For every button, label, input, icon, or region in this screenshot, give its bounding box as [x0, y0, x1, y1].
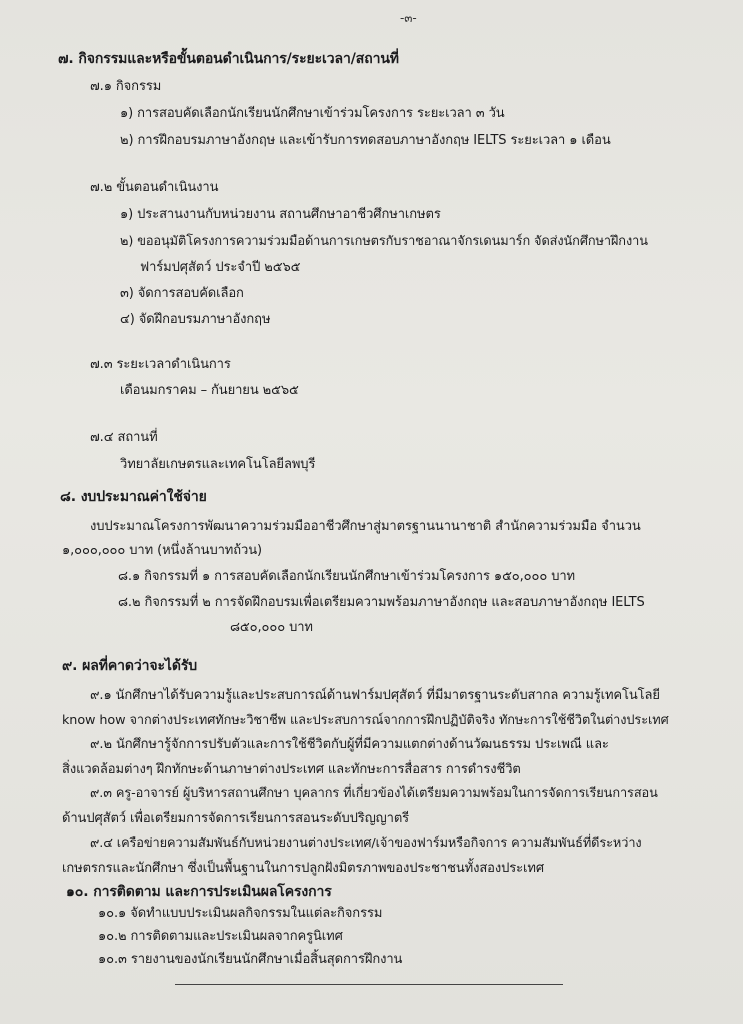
section-9-line-3: ๙.๒ นักศึกษารู้จักการปรับตัวและการใช้ชีวิตกับผู้ที่มีความแตกต่างด้านวัฒนธรรม ประเพณี และ	[90, 737, 609, 752]
section-9-line-8: เกษตรกรและนักศึกษา ซึ่งเป็นพื้นฐานในการปลูกฝังมิตรภาพของประชาชนทั้งสองประเทศ	[62, 861, 544, 876]
section-7-heading: ๗. กิจกรรมและหรือขั้นตอนดำเนินการ/ระยะเวลา/สถานที่	[58, 51, 399, 67]
section-7-3-title: ๗.๓ ระยะเวลาดำเนินการ	[90, 357, 231, 372]
section-9-line-1: ๙.๑ นักศึกษาได้รับความรู้และประสบการณ์ด้านฟาร์มปศุสัตว์ ที่มีมาตรฐานระดับสากล ความรู้เทคโนโลยี	[90, 688, 660, 703]
footer-divider	[175, 984, 563, 985]
section-9-line-4: สิ่งแวดล้อมต่างๆ ฝึกทักษะด้านภาษาต่างประเทศ และทักษะการสื่อสาร การดำรงชีวิต	[62, 762, 521, 777]
section-9-line-2: know how จากต่างประเทศทักษะวิชาชีพ และประสบการณ์จากการฝึกปฏิบัติจริง ทักษะการใช้ชีวิตในต่างประเทศ	[62, 713, 669, 728]
page-number: -๓-	[400, 11, 417, 25]
section-9-line-5: ๙.๓ ครู-อาจารย์ ผู้บริหารสถานศึกษา บุคลากร ที่เกี่ยวข้องได้เตรียมความพร้อมในการจัดการเรียนการสอน	[90, 786, 658, 801]
section-7-2-item-2: ๒) ขออนุมัติโครงการความร่วมมือด้านการเกษตรกับราชอาณาจักรเดนมาร์ก จัดส่งนักศึกษาฝึกงาน	[120, 234, 648, 249]
section-7-3-value: เดือนมกราคม – กันยายน ๒๕๖๕	[120, 383, 299, 398]
section-7-4-title: ๗.๔ สถานที่	[90, 430, 158, 445]
section-8-paragraph-1: งบประมาณโครงการพัฒนาความร่วมมืออาชีวศึกษาสู่มาตรฐานนานาชาติ สำนักความร่วมมือ จำนวน	[90, 519, 641, 534]
section-10-heading: ๑๐. การติดตาม และการประเมินผลโครงการ	[66, 884, 332, 900]
section-9-line-6: ด้านปศุสัตว์ เพื่อเตรียมการจัดการเรียนการสอนระดับปริญญาตรี	[62, 811, 410, 826]
section-8-item-2: ๘.๒ กิจกรรมที่ ๒ การจัดฝึกอบรมเพื่อเตรียมความพร้อมภาษาอังกฤษ และสอบภาษาอังกฤษ IELTS	[118, 595, 645, 610]
section-7-1-title: ๗.๑ กิจกรรม	[90, 79, 162, 94]
section-10-item-1: ๑๐.๑ จัดทำแบบประเมินผลกิจกรรมในแต่ละกิจกรรม	[98, 906, 383, 921]
section-7-1-item-2: ๒) การฝึกอบรมภาษาอังกฤษ และเข้ารับการทดสอบภาษาอังกฤษ IELTS ระยะเวลา ๑ เดือน	[120, 133, 611, 148]
section-10-item-2: ๑๐.๒ การติดตามและประเมินผลจากครูนิเทศ	[98, 929, 343, 944]
section-7-2-item-1: ๑) ประสานงานกับหน่วยงาน สถานศึกษาอาชีวศึกษาเกษตร	[120, 207, 441, 222]
section-7-2-item-4: ๔) จัดฝึกอบรมภาษาอังกฤษ	[120, 312, 271, 327]
section-7-1-item-1: ๑) การสอบคัดเลือกนักเรียนนักศึกษาเข้าร่วมโครงการ ระยะเวลา ๓ วัน	[120, 106, 505, 121]
section-8-item-2-amount: ๘๕๐,๐๐๐ บาท	[230, 620, 313, 635]
section-7-4-value: วิทยาลัยเกษตรและเทคโนโลยีลพบุรี	[120, 457, 316, 472]
section-9-line-7: ๙.๔ เครือข่ายความสัมพันธ์กับหน่วยงานต่างประเทศ/เจ้าของฟาร์มหรือกิจการ ความสัมพันธ์ที่ดีระหว่าง	[90, 836, 642, 851]
section-7-2-item-3: ๓) จัดการสอบคัดเลือก	[120, 286, 244, 301]
section-8-item-1: ๘.๑ กิจกรรมที่ ๑ การสอบคัดเลือกนักเรียนนักศึกษาเข้าร่วมโครงการ ๑๕๐,๐๐๐ บาท	[118, 569, 576, 584]
section-10-item-3: ๑๐.๓ รายงานของนักเรียนนักศึกษาเมื่อสิ้นสุดการฝึกงาน	[98, 952, 403, 967]
section-7-2-item-2-cont: ฟาร์มปศุสัตว์ ประจำปี ๒๕๖๕	[140, 260, 301, 275]
section-8-heading: ๘. งบประมาณค่าใช้จ่าย	[60, 489, 207, 505]
section-8-paragraph-2: ๑,๐๐๐,๐๐๐ บาท (หนึ่งล้านบาทถ้วน)	[62, 543, 262, 558]
section-9-heading: ๙. ผลที่คาดว่าจะได้รับ	[62, 658, 198, 674]
section-7-2-title: ๗.๒ ขั้นตอนดำเนินงาน	[90, 180, 219, 195]
